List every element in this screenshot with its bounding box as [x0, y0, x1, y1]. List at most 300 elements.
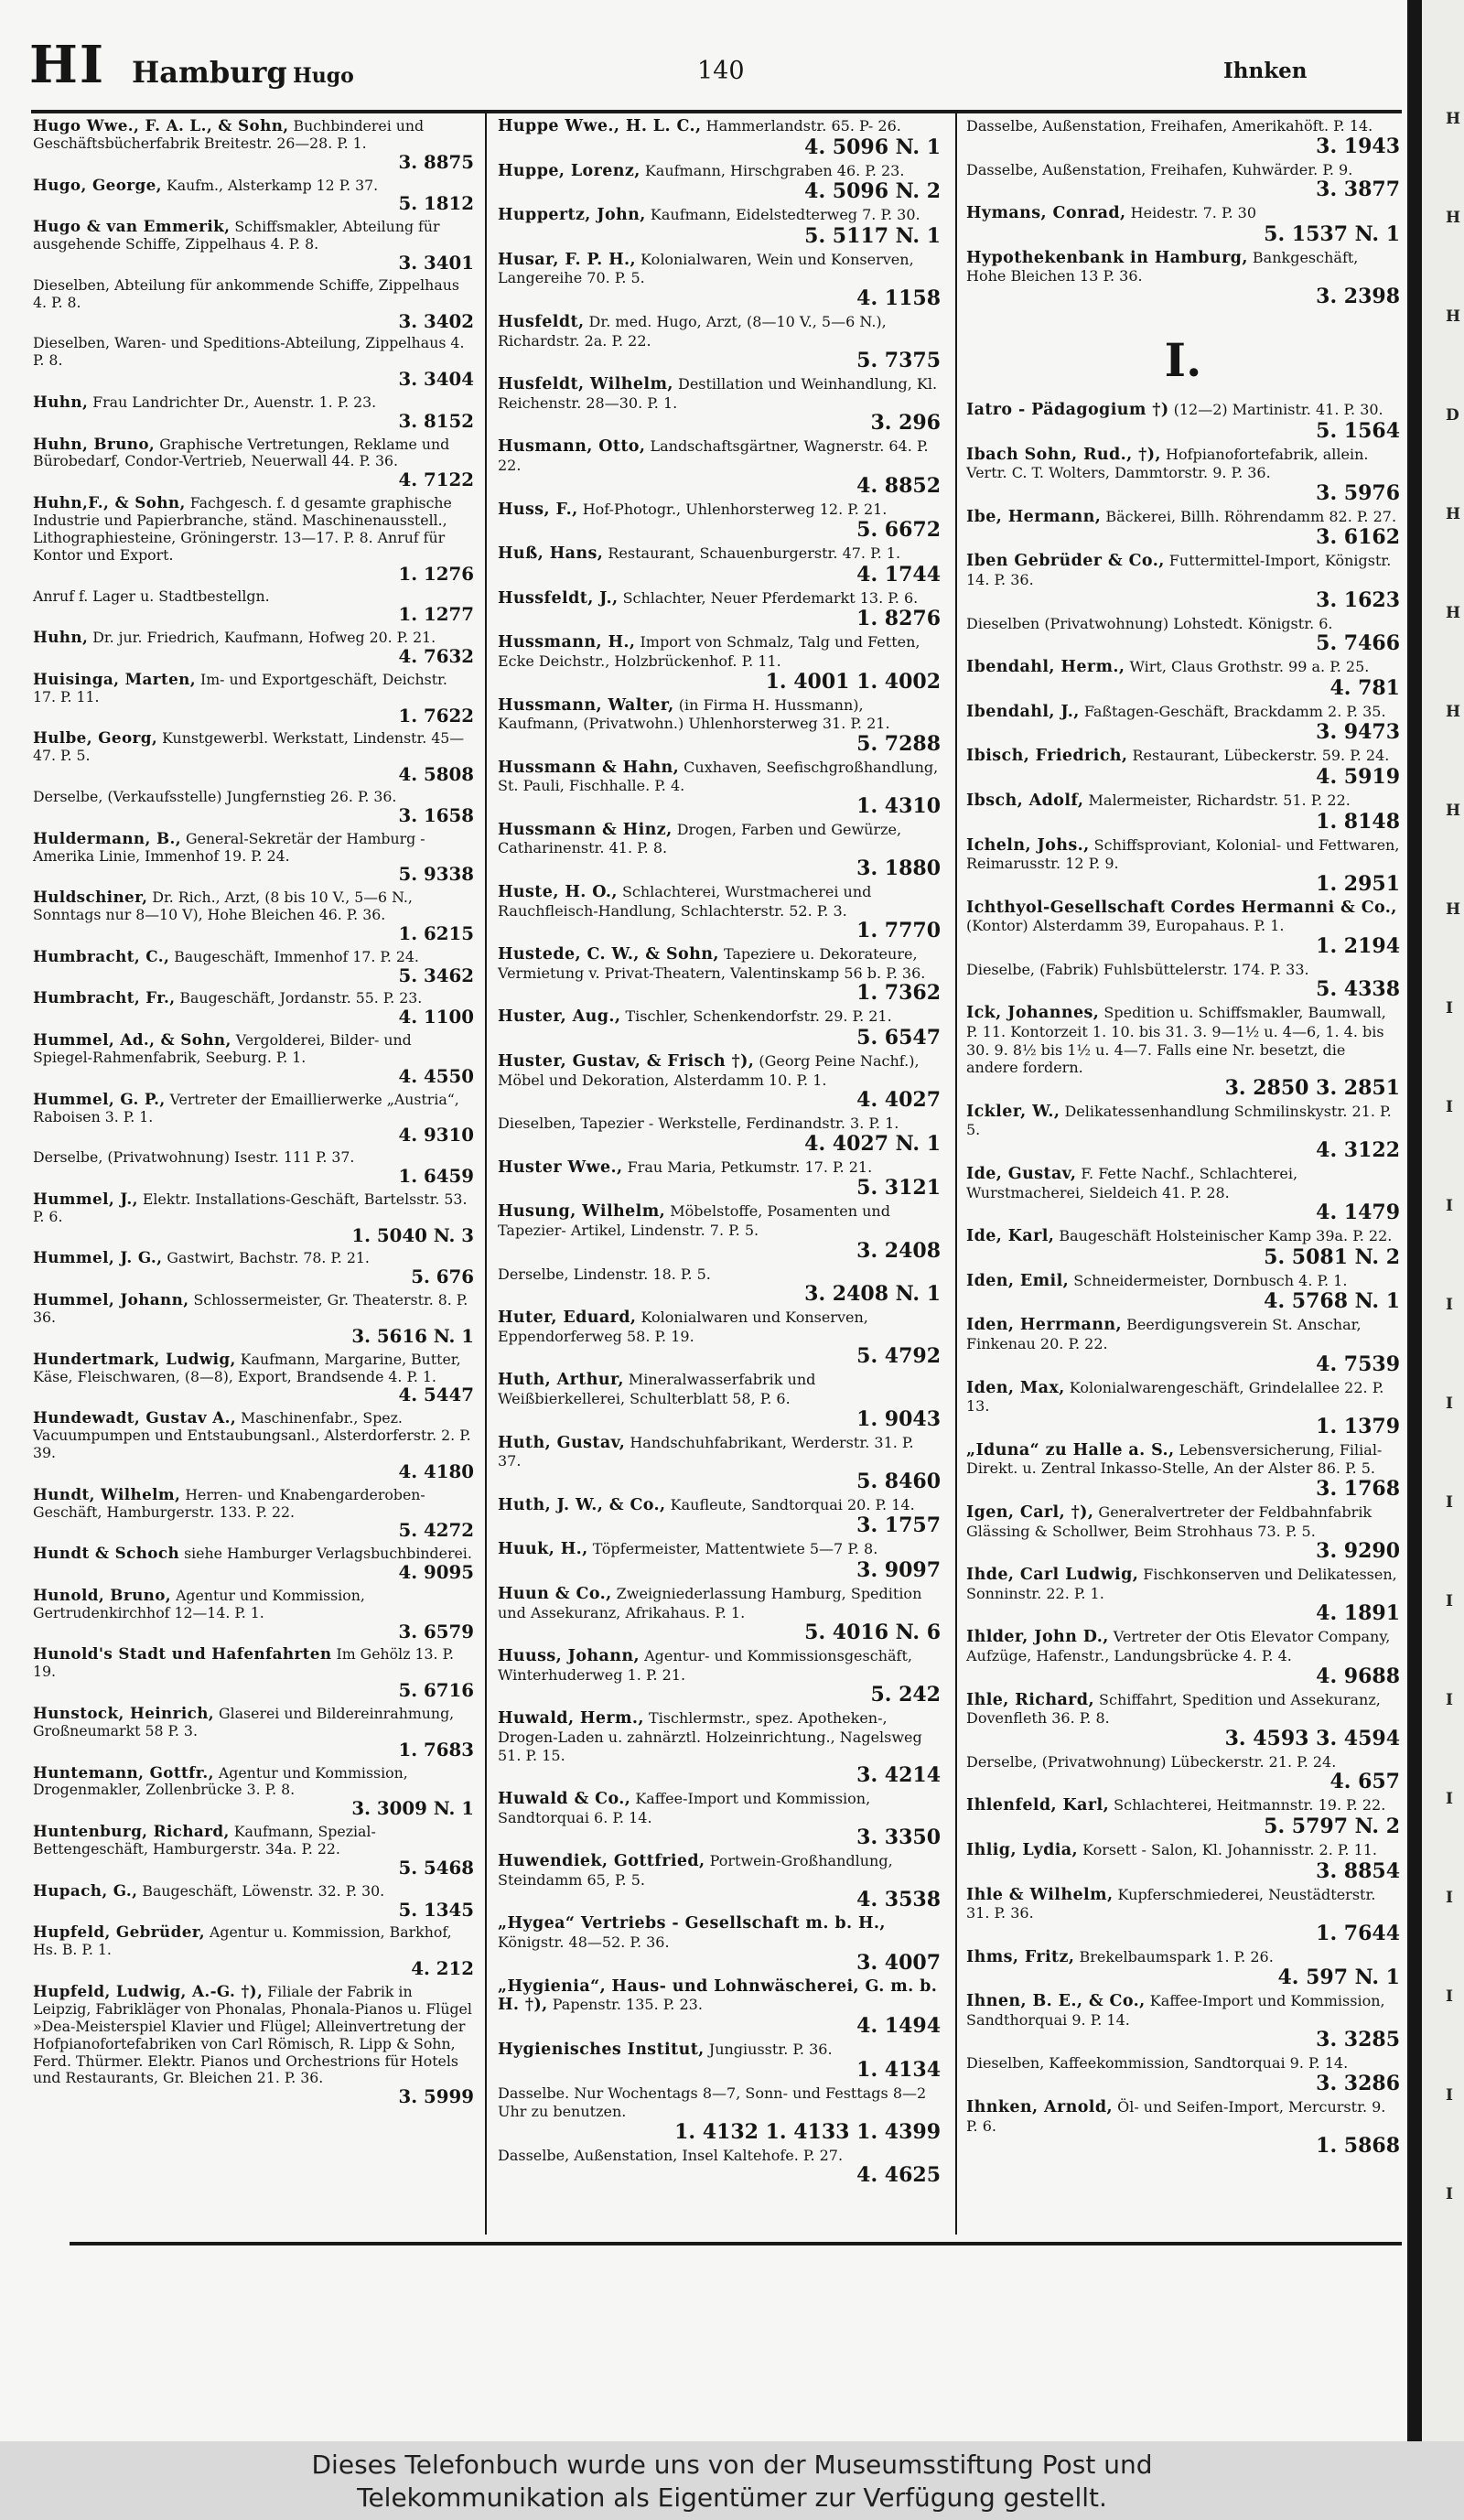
- entry-details: Agentur und Kommission, Drogenmakler, Zollenbrücke 3. P. 8.: [33, 1763, 408, 1799]
- phone-number: 1. 4132 1. 4133 1. 4399: [674, 2119, 941, 2144]
- phone-number: 5. 5117 N. 1: [804, 223, 941, 248]
- footer-rule: [70, 2242, 1402, 2245]
- entry-name: Ibe, Hermann,: [966, 507, 1102, 526]
- entry-details: Dr. Rich., Arzt, (8 bis 10 V., 5—6 N., Sonntags nur 8—10 V), Hohe Bleichen 46. P. 36.: [33, 888, 413, 924]
- phone-number: 1. 9043: [856, 1406, 941, 1431]
- entry-details: Dasselbe, Außenstation, Insel Kaltehofe. P. 27.: [498, 2146, 844, 2164]
- listing-column-1: [33, 117, 474, 2111]
- entry-name: Hunold, Bruno,: [33, 1585, 172, 1604]
- entry-name: Huster Wwe.,: [498, 1158, 623, 1177]
- adjacent-page-letter: I: [1446, 1592, 1453, 1610]
- entry-name: Husfeldt,: [498, 312, 585, 331]
- adjacent-page-letter: I: [1446, 1987, 1453, 2006]
- entry-name: Hundt, Wilhelm,: [33, 1484, 181, 1503]
- directory-entry: [966, 2098, 1400, 2157]
- directory-entry: [33, 1291, 474, 1347]
- entry-details: Schiffsproviant, Kolonial- und Fettwaren, Reimarusstr. 12 P. 9.: [966, 835, 1400, 873]
- phone-number: 4. 5768 N. 1: [1264, 1289, 1400, 1314]
- directory-entry: [33, 888, 474, 944]
- phone-number: 4. 1100: [398, 1006, 474, 1028]
- adjacent-page-letter: I: [1446, 1098, 1453, 1116]
- adjacent-page-letter: I: [1446, 999, 1453, 1018]
- phone-number: 4. 8852: [856, 473, 941, 498]
- entry-details: Derselbe, (Privatwohnung) Lübeckerstr. 21. P. 24.: [966, 1752, 1337, 1771]
- entry-details: Brekelbaumspark 1. P. 26.: [1079, 1947, 1274, 1965]
- directory-entry: [966, 1316, 1400, 1374]
- entry-details: Königstr. 48—52. P. 36.: [498, 1933, 670, 1952]
- phone-number: 4. 5808: [398, 763, 474, 786]
- directory-entry: [966, 552, 1400, 610]
- entry-details: Jungiusstr. P. 36.: [708, 2040, 833, 2058]
- directory-entry: [33, 1249, 474, 1287]
- phone-number: 5. 6716: [398, 1679, 474, 1702]
- directory-entry: [33, 1149, 474, 1187]
- phone-number: 4. 7122: [398, 468, 474, 491]
- entry-details: Zweigniederlassung Hamburg, Spedition und Assekuranz, Afrikahaus. P. 1.: [498, 1584, 922, 1621]
- entry-details: Schiffahrt, Spedition und Assekuranz, Dovenfleth 36. P. 8.: [966, 1690, 1381, 1728]
- directory-entry: [33, 1705, 474, 1761]
- entry-name: Hupfeld, Gebrüder,: [33, 1922, 205, 1942]
- directory-entry: [966, 1691, 1400, 1750]
- phone-number: 3. 3404: [398, 368, 474, 391]
- adjacent-page-letter: H: [1446, 604, 1461, 622]
- entry-details: siehe Hamburger Verlagsbuchbinderei.: [184, 1545, 472, 1563]
- entry-name: Hymans, Conrad,: [966, 204, 1126, 223]
- entry-details: Öl- und Seifen-Import, Mercurstr. 9. P. 6.: [966, 2098, 1386, 2135]
- entry-name: Hummel, Johann,: [33, 1290, 189, 1309]
- entry-name: Hupach, G.,: [33, 1880, 138, 1900]
- phone-number: 3. 9097: [856, 1557, 941, 1582]
- entry-details: Schiffsmakler, Abteilung für ausgehende Schiffe, Zippelhaus 4. P. 8.: [33, 218, 440, 253]
- adjacent-page-letter: I: [1446, 1296, 1453, 1314]
- entry-details: Hofpianofortefabrik, allein. Vertr. C. T. Wolters, Dammtorstr. 9. P. 36.: [966, 445, 1369, 482]
- phone-number: 5. 3121: [856, 1176, 941, 1201]
- directory-entry: [498, 1790, 941, 1848]
- phone-number: 3. 3285: [1316, 2028, 1400, 2052]
- directory-entry: [966, 961, 1400, 1001]
- phone-number: 5. 7466: [1316, 631, 1400, 656]
- archive-notice-line-1: Dieses Telefonbuch wurde uns von der Museumsstiftung Post und: [311, 2450, 1153, 2480]
- directory-entry: [966, 703, 1400, 744]
- entry-details: Derselbe, (Privatwohnung) Isestr. 111 P. 37.: [33, 1148, 355, 1167]
- entry-name: Hugo, George,: [33, 175, 162, 194]
- entry-name: Huster, Gustav, & Frisch †),: [498, 1052, 755, 1072]
- entry-details: Cuxhaven, Seefischgroßhandlung, St. Pauli, Fischhalle. P. 4.: [498, 758, 939, 795]
- directory-entry: [33, 1923, 474, 1979]
- entry-name: Hussfeldt, J.,: [498, 588, 619, 608]
- entry-details: Destillation und Weinhandlung, Kl. Reichenstr. 28—30. P. 1.: [498, 375, 938, 412]
- entry-details: Schneidermeister, Dornbusch 4. P. 1.: [1073, 1271, 1348, 1289]
- entry-name: Huuss, Johann,: [498, 1647, 640, 1666]
- entry-details: Buchbinderei und Geschäftsbücherfabrik Breitestr. 26—28. P. 1.: [33, 117, 425, 152]
- phone-number: 1. 7644: [1316, 1921, 1400, 1945]
- directory-entry: [966, 1441, 1400, 1500]
- entry-details: Dasselbe. Nur Wochentags 8—7, Sonn- und Festtags 8—2 Uhr zu benutzen.: [498, 2084, 927, 2121]
- directory-entry: [966, 615, 1400, 655]
- directory-entry: [966, 658, 1400, 699]
- directory-entry: [966, 1004, 1400, 1098]
- entry-details: Frau Landrichter Dr., Auenstr. 1. P. 23.: [92, 393, 377, 411]
- phone-number: 1. 4310: [856, 793, 941, 818]
- adjacent-page-letter: I: [1446, 1395, 1453, 1413]
- entry-name: Ihle, Richard,: [966, 1690, 1094, 1709]
- directory-entry: [498, 589, 941, 630]
- entry-name: Ickler, W.,: [966, 1102, 1060, 1121]
- entry-details: F. Fette Nachf., Schlachterei, Wurstmacherei, Sieldeich 41. P. 28.: [966, 1165, 1298, 1201]
- entry-name: Icheln, Johs.,: [966, 835, 1090, 855]
- phone-number: 4. 7632: [398, 645, 474, 668]
- entry-details: Hammerlandstr. 65. P- 26.: [705, 117, 901, 135]
- phone-number: 1. 7683: [398, 1738, 474, 1761]
- entry-details: Futtermittel-Import, Königstr. 14. P. 36.: [966, 552, 1392, 588]
- entry-details: Maschinenfabr., Spez. Vacuumpumpen und Entstaubungsanl., Alsterdorferstr. 2. P. 39.: [33, 1409, 471, 1461]
- directory-entry: [966, 1948, 1400, 1989]
- adjacent-page-strip: [1422, 0, 1464, 2441]
- entry-details: Import von Schmalz, Talg und Fetten, Ecke Deichstr., Holzbrückenhof. P. 11.: [498, 633, 920, 670]
- entry-name: Huth, J. W., & Co.,: [498, 1495, 666, 1514]
- phone-number: 3. 8152: [398, 409, 474, 432]
- directory-entry: [966, 747, 1400, 788]
- entry-name: Ihde, Carl Ludwig,: [966, 1566, 1139, 1585]
- entry-name: Ide, Karl,: [966, 1227, 1055, 1246]
- entry-name: Huntemann, Gottfr.,: [33, 1762, 214, 1782]
- listing-column-3: [966, 117, 1400, 2160]
- entry-name: Huisinga, Marten,: [33, 669, 196, 688]
- entry-name: Ibendahl, J.,: [966, 702, 1080, 721]
- phone-number: 4. 212: [411, 1957, 474, 1980]
- entry-details: Spedition u. Schiffsmakler, Baumwall, P. 11. Kontorzeit 1. 10. bis 31. 3. 9—1½ u. 4—6, 1. 4. bis 30. 9. 8½ bis 1½ u. 4—7. Falls eine Nr. besetzt, die andere fordern.: [966, 1004, 1386, 1077]
- entry-name: Huldschiner,: [33, 888, 148, 907]
- entry-name: Huhn,: [33, 392, 89, 411]
- entry-name: Humbracht, Fr.,: [33, 988, 176, 1007]
- phone-number: 1. 4001 1. 4002: [765, 669, 941, 694]
- entry-name: Hummel, J.,: [33, 1189, 138, 1208]
- directory-entry: [966, 249, 1400, 307]
- archive-notice: [0, 2441, 1464, 2520]
- directory-entry: [966, 1796, 1400, 1837]
- entry-name: Huwald, Herm.,: [498, 1709, 644, 1728]
- entry-details: Dieselben, Waren- und Speditions-Abteilung, Zippelhaus 4. P. 8.: [33, 334, 465, 370]
- entry-name: Huwendiek, Gottfried,: [498, 1852, 705, 1871]
- directory-entry: [33, 1764, 474, 1820]
- entry-details: Tapeziere u. Dekorateure, Vermietung v. Privat-Theatern, Valentinskamp 56 b. P. 36.: [498, 945, 926, 982]
- directory-entry: [966, 508, 1400, 549]
- entry-details: Dasselbe, Außenstation, Freihafen, Kuhwärder. P. 9.: [966, 160, 1353, 178]
- directory-entry: [33, 1823, 474, 1879]
- phone-number: 3. 8854: [1316, 1858, 1400, 1883]
- directory-entry: [33, 989, 474, 1028]
- directory-entry: [33, 588, 474, 626]
- phone-number: 5. 6672: [856, 518, 941, 543]
- entry-details: Kaufmann, Hirschgraben 46. P. 23.: [644, 161, 905, 179]
- directory-entry: [498, 2084, 941, 2142]
- entry-name: „Iduna“ zu Halle a. S.,: [966, 1440, 1175, 1459]
- entry-name: Ihlder, John D.,: [966, 1628, 1109, 1647]
- entry-name: Ibach Sohn, Rud., †),: [966, 445, 1161, 464]
- directory-entry: [498, 759, 941, 817]
- directory-entry: [498, 162, 941, 203]
- header-last-name: Ihnken: [1223, 59, 1308, 83]
- entry-name: Hussmann, H.,: [498, 633, 636, 652]
- entry-details: Wirt, Claus Grothstr. 99 a. P. 25.: [1129, 658, 1370, 676]
- entry-details: Baugeschäft, Jordanstr. 55. P. 23.: [179, 989, 423, 1007]
- directory-entry: [966, 1566, 1400, 1624]
- entry-name: Hundt & Schoch: [33, 1544, 180, 1563]
- entry-details: Schlachter, Neuer Pferdemarkt 13. P. 6.: [622, 588, 919, 607]
- phone-number: 5. 4016 N. 6: [804, 1621, 941, 1645]
- entry-details: General-Sekretär der Hamburg - Amerika Linie, Immenhof 19. P. 24.: [33, 829, 425, 865]
- entry-details: Delikatessenhandlung Schmilinskystr. 21. P. 5.: [966, 1102, 1392, 1139]
- entry-details: Filiale der Fabrik in Leipzig, Fabrikläger von Phonalas, Phonala-Pianos u. Flügel »Dea-Meisterspiel Klavier und Flügel; Alleinvertretung der Hofpianofortefabriken von Carl Römisch, R. Lipp & Sohn, Ferd. Thürmer. Elektr. Pianos und Orchestrions für Hotels und Restaurants, Gr. Bleichen 21. P. 36.: [33, 1982, 472, 2087]
- entry-name: Ide, Gustav,: [966, 1165, 1077, 1184]
- phone-number: 1. 7770: [856, 919, 941, 943]
- entry-name: Hummel, Ad., & Sohn,: [33, 1030, 231, 1050]
- header-city: Hamburg: [132, 55, 287, 90]
- entry-name: Huß, Hans,: [498, 544, 604, 564]
- phone-number: 3. 5616 N. 1: [351, 1324, 474, 1347]
- entry-name: Ihms, Fritz,: [966, 1947, 1075, 1966]
- phone-number: 3. 6579: [398, 1620, 474, 1642]
- phone-number: 4. 5096 N. 2: [804, 179, 941, 204]
- entry-name: Husmann, Otto,: [498, 437, 646, 457]
- entry-name: Iben Gebrüder & Co.,: [966, 552, 1165, 571]
- directory-entry: [498, 1202, 941, 1261]
- directory-entry: [498, 437, 941, 496]
- phone-number: 4. 781: [1329, 675, 1400, 700]
- directory-entry: [33, 629, 474, 667]
- entry-details: Vertreter der Otis Elevator Company, Aufzüge, Hafenstr., Landungsbrücke 4. P. 4.: [966, 1628, 1391, 1664]
- entry-name: Ihnken, Arnold,: [966, 2098, 1113, 2117]
- phone-number: 4. 9095: [398, 1561, 474, 1584]
- entry-details: Glaserei und Bildereinrahmung, Großneumarkt 58 P. 3.: [33, 1704, 455, 1739]
- phone-number: 5. 5081 N. 2: [1264, 1244, 1400, 1269]
- entry-details: Dieselben, Tapezier - Werkstelle, Ferdinandstr. 3. P. 1.: [498, 1115, 899, 1133]
- phone-number: 5. 242: [870, 1683, 941, 1707]
- entry-details: Kaffee-Import und Kommission, Sandthorquai 9. P. 14.: [966, 1992, 1385, 2029]
- entry-name: Igen, Carl, †),: [966, 1502, 1094, 1522]
- directory-entry: [33, 436, 474, 491]
- phone-number: 4. 3122: [1316, 1138, 1400, 1163]
- entry-details: (Georg Peine Nachf.), Möbel und Dekoration, Alsterdamm 10. P. 1.: [498, 1052, 920, 1089]
- directory-entry: [966, 1272, 1400, 1313]
- header-rule: [31, 110, 1402, 113]
- directory-entry: [498, 1647, 941, 1706]
- entry-details: Dr. jur. Friedrich, Kaufmann, Hofweg 20. P. 21.: [92, 629, 436, 647]
- phone-number: 3. 1757: [856, 1513, 941, 1538]
- entry-details: Restaurant, Lübeckerstr. 59. P. 24.: [1132, 747, 1390, 765]
- phone-number: 1. 1276: [398, 562, 474, 585]
- entry-details: Im- und Exportgeschäft, Deichstr. 17. P. 11.: [33, 670, 447, 705]
- phone-number: 3. 2408 N. 1: [804, 1282, 941, 1307]
- phone-number: 5. 1564: [1316, 418, 1400, 443]
- directory-entry: [33, 117, 474, 173]
- directory-entry: [966, 401, 1400, 442]
- directory-entry: [966, 2054, 1400, 2095]
- entry-name: „Hygienia“, Haus- und Lohnwäscherei, G. m. b. H. †),: [498, 1976, 938, 2015]
- entry-name: Hulbe, Georg,: [33, 728, 158, 748]
- adjacent-page-letter: I: [1446, 2086, 1453, 2105]
- entry-name: Hunstock, Heinrich,: [33, 1703, 215, 1722]
- entry-details: Faßtagen-Geschäft, Brackdamm 2. P. 35.: [1083, 702, 1386, 720]
- phone-number: 3. 3009 N. 1: [351, 1797, 474, 1820]
- entry-name: Huhn, Bruno,: [33, 434, 156, 453]
- entry-details: Handschuhfabrikant, Werderstr. 31. P. 37.: [498, 1433, 914, 1470]
- entry-details: Generalvertreter der Feldbahnfabrik Glässing & Schollwer, Beim Strohhaus 73. P. 5.: [966, 1502, 1372, 1540]
- entry-details: Töpfermeister, Mattentwiete 5—7 P. 8.: [592, 1540, 878, 1558]
- adjacent-page-letter: H: [1446, 505, 1461, 523]
- directory-entry: [966, 1103, 1400, 1161]
- phone-number: 4. 5447: [398, 1384, 474, 1406]
- phone-number: 4. 9688: [1316, 1664, 1400, 1688]
- phone-number: 4. 4027 N. 1: [804, 1131, 941, 1156]
- entry-name: Husfeldt, Wilhelm,: [498, 375, 673, 394]
- entry-details: Kupferschmiederei, Neustädterstr. 31. P. 36.: [966, 1885, 1376, 1922]
- entry-details: Elektr. Installations-Geschäft, Bartelsstr. 53. P. 6.: [33, 1190, 468, 1225]
- directory-entry: [498, 1540, 941, 1581]
- directory-entry: [498, 1852, 941, 1911]
- phone-number: 4. 1744: [856, 562, 941, 587]
- entry-details: Dasselbe, Außenstation, Freihafen, Amerikahöft. P. 14.: [966, 117, 1373, 135]
- entry-details: Dieselben, Abteilung für ankommende Schiffe, Zippelhaus 4. P. 8.: [33, 275, 459, 311]
- directory-entry: [498, 633, 941, 692]
- phone-number: 1. 5040 N. 3: [351, 1223, 474, 1246]
- entry-name: Husar, F. P. H.,: [498, 250, 636, 269]
- entry-details: Drogen, Farben und Gewürze, Catharinenstr. 41. P. 8.: [498, 820, 902, 857]
- phone-number: 5. 676: [411, 1265, 474, 1288]
- directory-entry: [33, 789, 474, 826]
- entry-name: Hussmann, Walter,: [498, 695, 674, 715]
- directory-entry: [498, 1007, 941, 1049]
- phone-number: 3. 2408: [856, 1238, 941, 1263]
- phone-number: 4. 4027: [856, 1088, 941, 1113]
- entry-name: Ihle & Wilhelm,: [966, 1885, 1114, 1904]
- entry-details: Fischkonserven und Delikatessen, Sonninstr. 22. P. 1.: [966, 1566, 1397, 1602]
- directory-entry: [498, 251, 941, 309]
- phone-number: 3. 6162: [1316, 525, 1400, 550]
- phone-number: 5. 7375: [856, 349, 941, 373]
- phone-number: 5. 7288: [856, 731, 941, 756]
- entry-details: Baugeschäft Holsteinischer Kamp 39a. P. 22.: [1059, 1227, 1393, 1245]
- phone-number: 5. 1812: [398, 192, 474, 215]
- adjacent-page-letter: I: [1446, 1889, 1453, 1907]
- entry-name: Ichthyol-Gesellschaft Cordes Hermanni & Co.,: [966, 898, 1397, 917]
- entry-details: Vertreter der Emaillierwerke „Austria“, Raboisen 3. P. 1.: [33, 1090, 459, 1125]
- entry-name: Hummel, J. G.,: [33, 1248, 163, 1267]
- entry-name: Ibisch, Friedrich,: [966, 747, 1128, 766]
- phone-number: 3. 5999: [398, 2085, 474, 2108]
- phone-number: 5. 1537 N. 1: [1264, 221, 1400, 246]
- directory-entry: [33, 1545, 474, 1583]
- phone-number: 4. 3538: [856, 1888, 941, 1912]
- phone-number: 4. 4550: [398, 1064, 474, 1087]
- adjacent-page-letter: H: [1446, 703, 1461, 721]
- phone-number: 4. 5096 N. 1: [804, 135, 941, 159]
- directory-entry: [498, 1265, 941, 1306]
- directory-entry: [498, 375, 941, 434]
- phone-number: 5. 8460: [856, 1469, 941, 1493]
- entry-name: Huppe Wwe., H. L. C.,: [498, 117, 702, 135]
- entry-details: Heidestr. 7. P. 30: [1130, 204, 1256, 222]
- entry-details: Fachgesch. f. d gesamte graphische Industrie und Papierbranche, ständ. Maschinenausstell., Lithographiesteine, Gröningerstr. 13—17. P. 8. Anruf für Kontor und Export.: [33, 494, 452, 564]
- phone-number: 3. 9473: [1316, 720, 1400, 745]
- entry-name: Huter, Eduard,: [498, 1308, 637, 1328]
- directory-entry: [966, 1886, 1400, 1944]
- directory-entry: [966, 1992, 1400, 2051]
- entry-name: Hugo & van Emmerik,: [33, 217, 231, 236]
- directory-entry: [498, 1115, 941, 1155]
- entry-name: Huun & Co.,: [498, 1584, 612, 1603]
- directory-entry: [33, 1486, 474, 1542]
- entry-name: Hunold's Stadt und Hafenfahrten: [33, 1644, 332, 1664]
- directory-entry: [33, 1031, 474, 1087]
- phone-number: 3. 296: [870, 411, 941, 436]
- phone-number: 3. 1658: [398, 803, 474, 826]
- entry-details: Lebensversicherung, Filial-Direkt. u. Zentral Inkasso-Stelle, An der Alster 86. P. 5.: [966, 1440, 1383, 1478]
- entry-name: Iden, Max,: [966, 1378, 1065, 1397]
- page-edge-shadow: [1407, 0, 1422, 2441]
- entry-details: Kaufmann, Margarine, Butter, Käse, Fleischwaren, (8—8), Export, Brandsende 4. P. 1.: [33, 1350, 461, 1385]
- directory-entry: [498, 1371, 941, 1429]
- directory-entry: [966, 446, 1400, 504]
- directory-entry: [498, 501, 941, 542]
- directory-entry: [498, 2041, 941, 2082]
- phone-number: 3. 4593 3. 4594: [1224, 1726, 1400, 1750]
- directory-entry: [966, 161, 1400, 201]
- phone-number: 3. 5976: [1316, 480, 1400, 505]
- column-divider: [485, 113, 487, 2235]
- entry-details: Dieselben (Privatwohnung) Lohstedt. Königstr. 6.: [966, 614, 1333, 632]
- adjacent-page-letter: I: [1446, 1691, 1453, 1709]
- entry-name: Hummel, G. P.,: [33, 1089, 166, 1108]
- entry-details: (Kontor) Alsterdamm 39, Europahaus. P. 1.: [966, 917, 1285, 935]
- phone-number: 1. 7622: [398, 704, 474, 727]
- directory-entry: [498, 1914, 941, 1973]
- directory-entry: [966, 792, 1400, 833]
- entry-details: Gastwirt, Bachstr. 78. P. 21.: [167, 1249, 370, 1267]
- phone-number: 5. 5468: [398, 1856, 474, 1879]
- entry-name: Huth, Arthur,: [498, 1371, 624, 1390]
- entry-details: Agentur u. Kommission, Barkhof, Hs. B. P. 1.: [33, 1923, 452, 1959]
- entry-details: Mineralwasserfabrik und Weißbierkellerei, Schulterblatt 58, P. 6.: [498, 1371, 816, 1407]
- phone-number: 1. 2951: [1316, 871, 1400, 896]
- entry-name: Huntenburg, Richard,: [33, 1822, 230, 1841]
- directory-entry: [498, 1434, 941, 1492]
- directory-entry: [33, 494, 474, 584]
- entry-details: Frau Maria, Petkumstr. 17. P. 21.: [627, 1158, 873, 1176]
- entry-details: Dieselben, Kaffeekommission, Sandtorquai 9. P. 14.: [966, 2054, 1349, 2073]
- entry-details: Hof-Photogr., Uhlenhorsterweg 12. P. 21.: [582, 500, 888, 518]
- phone-number: 5. 5797 N. 2: [1264, 1814, 1400, 1838]
- entry-name: Husung, Wilhelm,: [498, 1202, 666, 1222]
- directory-entry: [33, 1190, 474, 1246]
- phone-number: 4. 5919: [1316, 764, 1400, 789]
- entry-name: Ihlenfeld, Karl,: [966, 1796, 1110, 1815]
- entry-details: Kolonialwaren und Konserven, Eppendorferweg 58. P. 19.: [498, 1308, 868, 1345]
- entry-name: Huste, H. O.,: [498, 883, 618, 902]
- entry-details: Restaurant, Schauenburgerstr. 47. P. 1.: [608, 544, 901, 563]
- entry-name: Huuk, H.,: [498, 1540, 588, 1559]
- entry-name: Ihnen, B. E., & Co.,: [966, 1992, 1146, 2011]
- entry-details: Bäckerei, Billh. Röhrendamm 82. P. 27.: [1105, 507, 1397, 525]
- phone-number: 4. 9310: [398, 1124, 474, 1147]
- entry-details: Beerdigungsverein St. Anschar, Finkenau 20. P. 22.: [966, 1316, 1362, 1352]
- directory-entry: [966, 1165, 1400, 1223]
- entry-name: Huhn,: [33, 628, 89, 647]
- directory-entry: [33, 729, 474, 785]
- entry-name: Hugo Wwe., F. A. L., & Sohn,: [33, 116, 289, 135]
- directory-entry: [966, 204, 1400, 245]
- entry-name: Huwald & Co.,: [498, 1790, 631, 1809]
